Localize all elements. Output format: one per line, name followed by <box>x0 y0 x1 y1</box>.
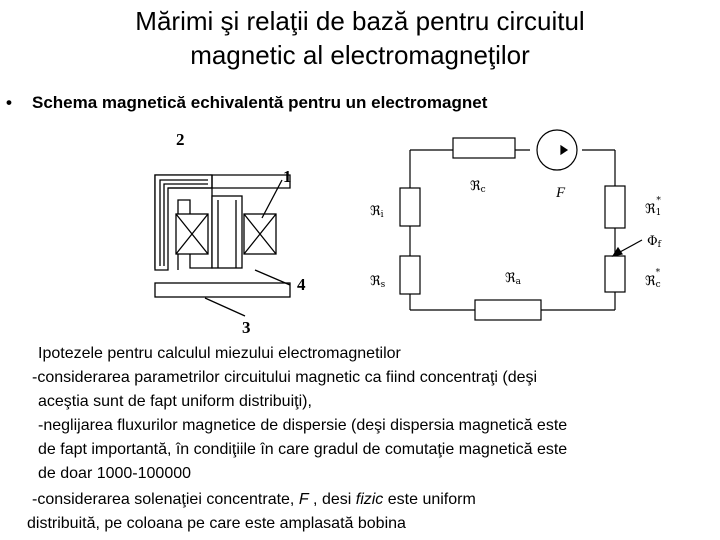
hypothesis-3-line-2: distribuită, pe coloana pe care este amplasată bobina <box>27 515 406 532</box>
label-ra: ℜa <box>505 271 521 287</box>
resistor-rs <box>400 256 420 294</box>
electromagnet-drawing <box>155 175 290 316</box>
label-mmf: F <box>556 185 566 201</box>
hypothesis-3-text-b: , desi <box>308 491 356 508</box>
equivalent-circuit <box>400 130 642 320</box>
hypotheses-heading: Ipotezele pentru calculul miezului electromagnetilor <box>38 345 401 362</box>
leader-spring <box>205 298 245 316</box>
label-3: 3 <box>242 318 251 337</box>
resistor-ra <box>475 300 541 320</box>
hypothesis-3-text-c: este uniform <box>383 491 476 508</box>
flux-arrow-line <box>620 240 642 252</box>
label-phi: Φf <box>647 234 662 250</box>
label-1: 1 <box>283 167 292 186</box>
flux-arrow-head <box>613 248 622 256</box>
label-4: 4 <box>297 275 306 294</box>
label-rc-star: ℜc* <box>645 268 661 290</box>
central-column <box>212 196 242 268</box>
hypothesis-2-line-1: -neglijarea fluxurilor magnetice de dispersie (deşi dispersia magnetică este <box>38 417 568 434</box>
resistor-rc-star <box>605 256 625 292</box>
title-line-1: Mărimi şi relaţii de bază pentru circuitul <box>135 6 585 36</box>
hypothesis-2-line-3: de doar 1000-100000 <box>38 465 192 482</box>
hypothesis-2-line-2: de fapt importantă, în condiţiile în care gradul de comutaţie magnetică este <box>38 441 568 458</box>
bullet-marker: • <box>6 93 12 112</box>
armature <box>155 283 290 297</box>
resistor-r1 <box>605 186 625 228</box>
resistor-ri <box>400 188 420 226</box>
bullet-text: Schema magnetică echivalentă pentru un electromagnet <box>32 93 488 112</box>
label-2: 2 <box>176 130 185 149</box>
hypothesis-1-line-1: -considerarea parametrilor circuitului magnetic ca fiind concentraţi (deşi <box>32 369 538 386</box>
label-ri: ℜi <box>370 204 384 220</box>
hypothesis-3-symbol-f: F <box>298 491 309 508</box>
leader-coil <box>262 180 282 218</box>
label-rc: ℜc <box>470 179 486 195</box>
hypothesis-3-word-fizic: fizic <box>355 491 384 508</box>
hypothesis-3-text-a: -considerarea solenaţiei concentrate, <box>32 491 299 508</box>
resistor-rc <box>453 138 515 158</box>
label-r1: ℜ1* <box>645 196 662 218</box>
hypothesis-1-line-2: aceştia sunt de fapt uniform distribuiţi), <box>38 393 312 410</box>
hypothesis-3-line-1 <box>32 488 476 512</box>
mmf-source <box>537 130 577 170</box>
title-line-2: magnetic al electromagneţilor <box>190 40 530 70</box>
label-rs: ℜs <box>370 274 386 290</box>
